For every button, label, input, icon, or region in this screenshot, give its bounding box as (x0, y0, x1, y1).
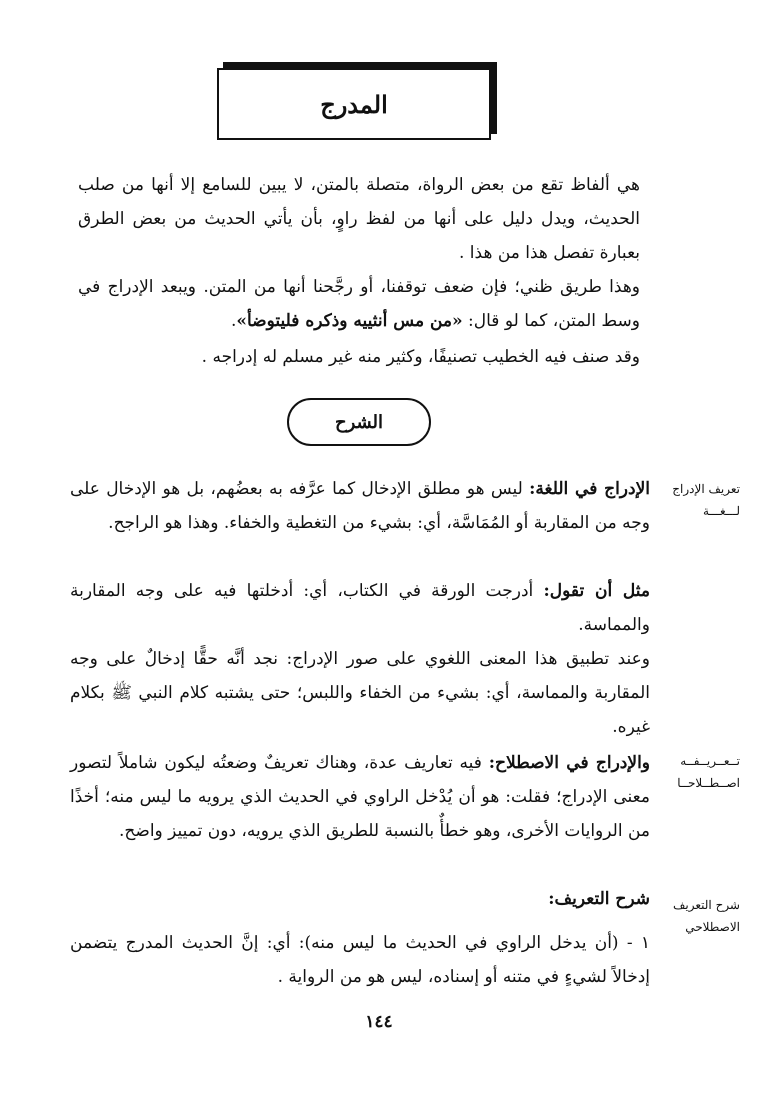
margin-note-istilah-line1: تــعــريــفــه (680, 754, 740, 768)
margin-note-lugha-line2: لـــغـــة (703, 504, 740, 518)
lugha-paragraph (70, 472, 650, 540)
margin-note-lugha-line1: تعريف الإدراج (672, 482, 740, 496)
lugha-heading: الإدراج في اللغة: (529, 479, 650, 499)
sharh-tarif-heading (70, 882, 650, 916)
example-text: أدرجت الورقة في الكتاب، أي: أدخلتها فيه على وجه المقاربة والمماسة. (70, 581, 650, 635)
chapter-title: المدرج (217, 68, 491, 140)
margin-note-sharh-line1: شرح التعريف (672, 898, 740, 912)
margin-note-sharh (654, 894, 740, 938)
example-paragraph (70, 574, 650, 642)
margin-note-lugha (654, 478, 740, 522)
intro-paragraph-2 (78, 270, 640, 338)
margin-note-istilah-line2: اصــطــلاحــا (677, 776, 740, 790)
page-number: ١٤٤ (365, 1012, 393, 1032)
point-1: ١ - (أن يدخل الراوي في الحديث ما ليس منه): أي: إنَّ الحديث المدرج يتضمن إدخالاً لشيءٍ في متنه أو إسناده، ليس هو من الرواية . (70, 933, 650, 987)
intro-paragraph-2-text: وهذا طريق ظني؛ فإن ضعف توقفنا، أو رجَّحنا أنها من المتن. ويبعد الإدراج في وسط المتن، كما لو قال: (78, 277, 640, 331)
intro-paragraph-2-end: . (230, 311, 237, 331)
istilah-heading: والإدراج في الاصطلاح: (488, 753, 651, 773)
margin-note-sharh-line2: الاصطلاحي (685, 920, 740, 934)
margin-note-istilah (654, 750, 740, 794)
intro-paragraph-1: هي ألفاظ تقع من بعض الرواة، متصلة بالمتن، لا يبين للسامع إلا أنها من صلب الحديث، ويدل دليل على أنها من لفظ راوٍ، بأن يأتي الحديث من بعض الطرق بعبارة تفصل هذا من هذا . (78, 175, 640, 263)
sharh-heading: الشرح (287, 398, 431, 446)
sharh-tarif-heading-text: شرح التعريف: (548, 889, 650, 909)
intro-paragraph-3: وقد صنف فيه الخطيب تصنيفًا، وكثير منه غير مسلم له إدراجه . (201, 347, 640, 367)
istilah-paragraph (70, 746, 650, 848)
istilah-text: فيه تعاريف عدة، وهناك تعريفٌ وضعتُه ليكون شاملاً لتصور معنى الإدراج؛ فقلت: هو أن يُدْخل الراوي في الحديث الذي يرويه ما ليس منه؛ أخذًا من الروايات الأخرى، وهو خطأٌ بالنسبة للطريق الذي يرويه، دون تمييز واضح. (70, 753, 650, 841)
lugha-text: ليس هو مطلق الإدخال كما عرَّفه به بعضُهم، بل هو الإدخال على وجه من المقاربة أو المُمَاسَّة، أي: بشيء من التغطية والخفاء. وهذا هو الراجح. (70, 479, 650, 533)
apply-paragraph: وعند تطبيق هذا المعنى اللغوي على صور الإدراج: نجد أنَّه حقًّا إدخالٌ على وجه المقاربة والمماسة، أي: بشيء من الخفاء واللبس؛ حتى يشتبه كلام النبي ﷺ بكلام غيره. (70, 649, 650, 737)
hadith-quote: «من مس أنثييه وذكره فليتوضأ» (236, 311, 463, 331)
example-heading: مثل أن تقول: (543, 581, 651, 601)
